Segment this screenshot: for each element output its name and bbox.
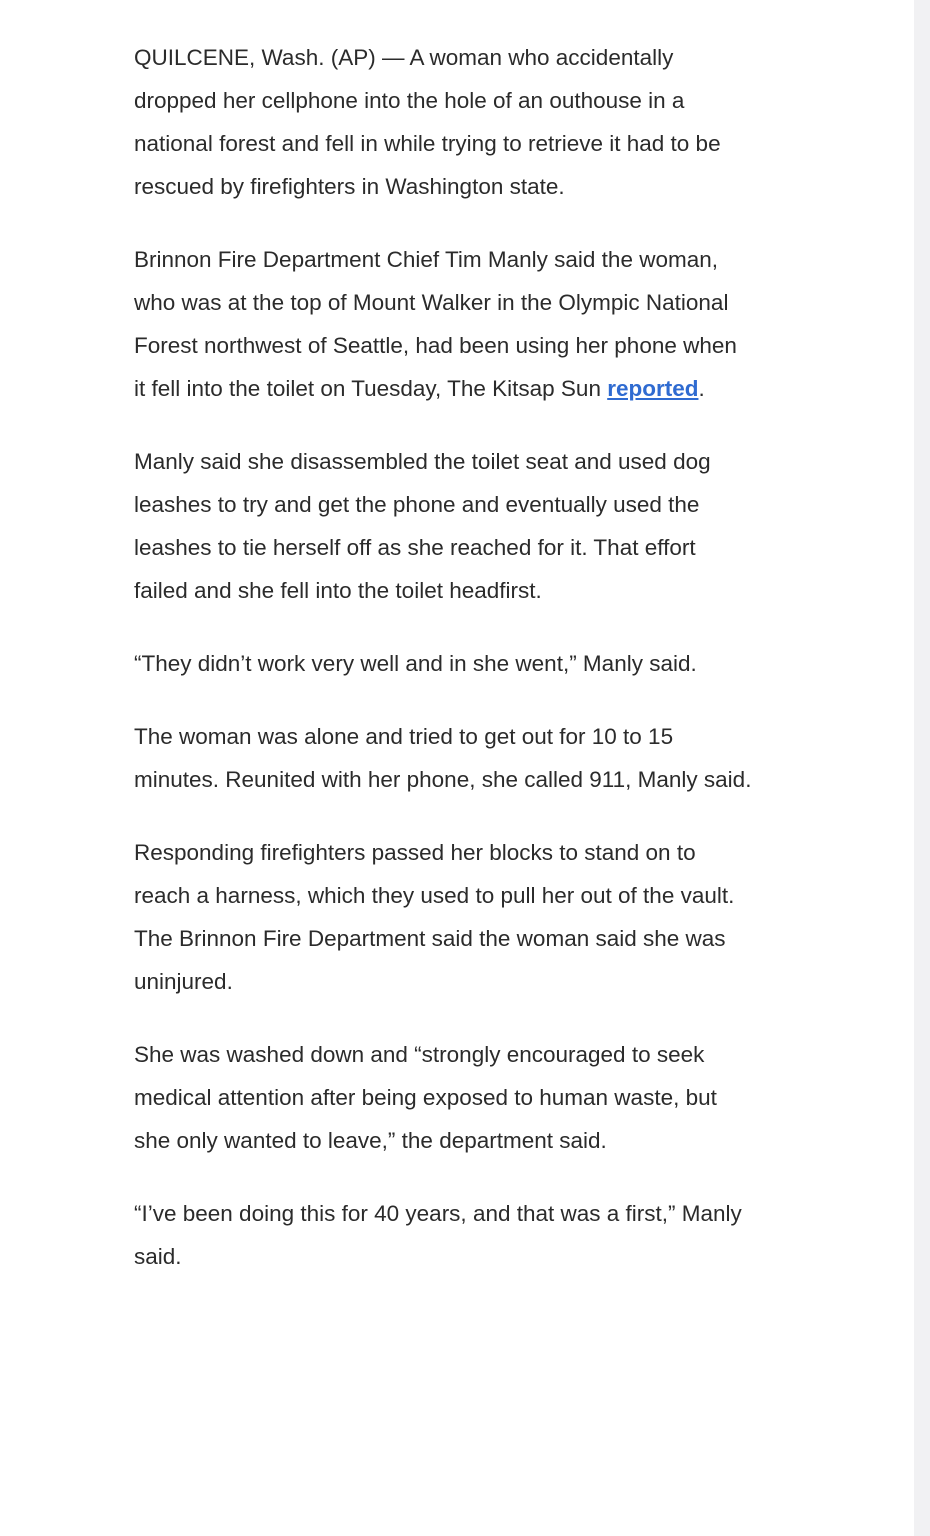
- paragraph-leashes: Manly said she disassembled the toilet seat and used dog leashes to try and get the phone and eventually used the leashes to tie herself off as she reached for it. That effort failed and she fell into the toilet headfirst.: [134, 449, 711, 603]
- paragraph-called-911: The woman was alone and tried to get out for 10 to 15 minutes. Reunited with her phone, she called 911, Manly said.: [134, 724, 752, 792]
- paragraph-text: .: [698, 376, 705, 401]
- scrollbar-track[interactable]: [914, 0, 930, 1536]
- article-body: [134, 36, 754, 1308]
- paragraph-text: Brinnon Fire Department Chief Tim Manly said the woman, who was at the top of Mount Walker in the Olympic National Forest northwest of Seattle, had been using her phone when it fell into the toilet on Tuesday, The Kitsap Sun: [134, 247, 737, 401]
- paragraph-washed-down: She was washed down and “strongly encouraged to seek medical attention after being exposed to human waste, but she only wanted to leave,” the department said.: [134, 1042, 717, 1153]
- paragraph-dateline: QUILCENE, Wash. (AP) — A woman who accidentally dropped her cellphone into the hole of an outhouse in a national forest and fell in while trying to retrieve it had to be rescued by firefighters in Washington state.: [134, 45, 721, 199]
- paragraph-quote-went: “They didn’t work very well and in she went,” Manly said.: [134, 651, 697, 676]
- paragraph-quote-first: “I’ve been doing this for 40 years, and that was a first,” Manly said.: [134, 1201, 742, 1269]
- reported-link[interactable]: reported: [607, 376, 699, 401]
- paragraph-rescue: Responding firefighters passed her blocks to stand on to reach a harness, which they used to pull her out of the vault. The Brinnon Fire Department said the woman said she was uninjured.: [134, 840, 735, 994]
- paragraph-chief-statement: [134, 238, 754, 410]
